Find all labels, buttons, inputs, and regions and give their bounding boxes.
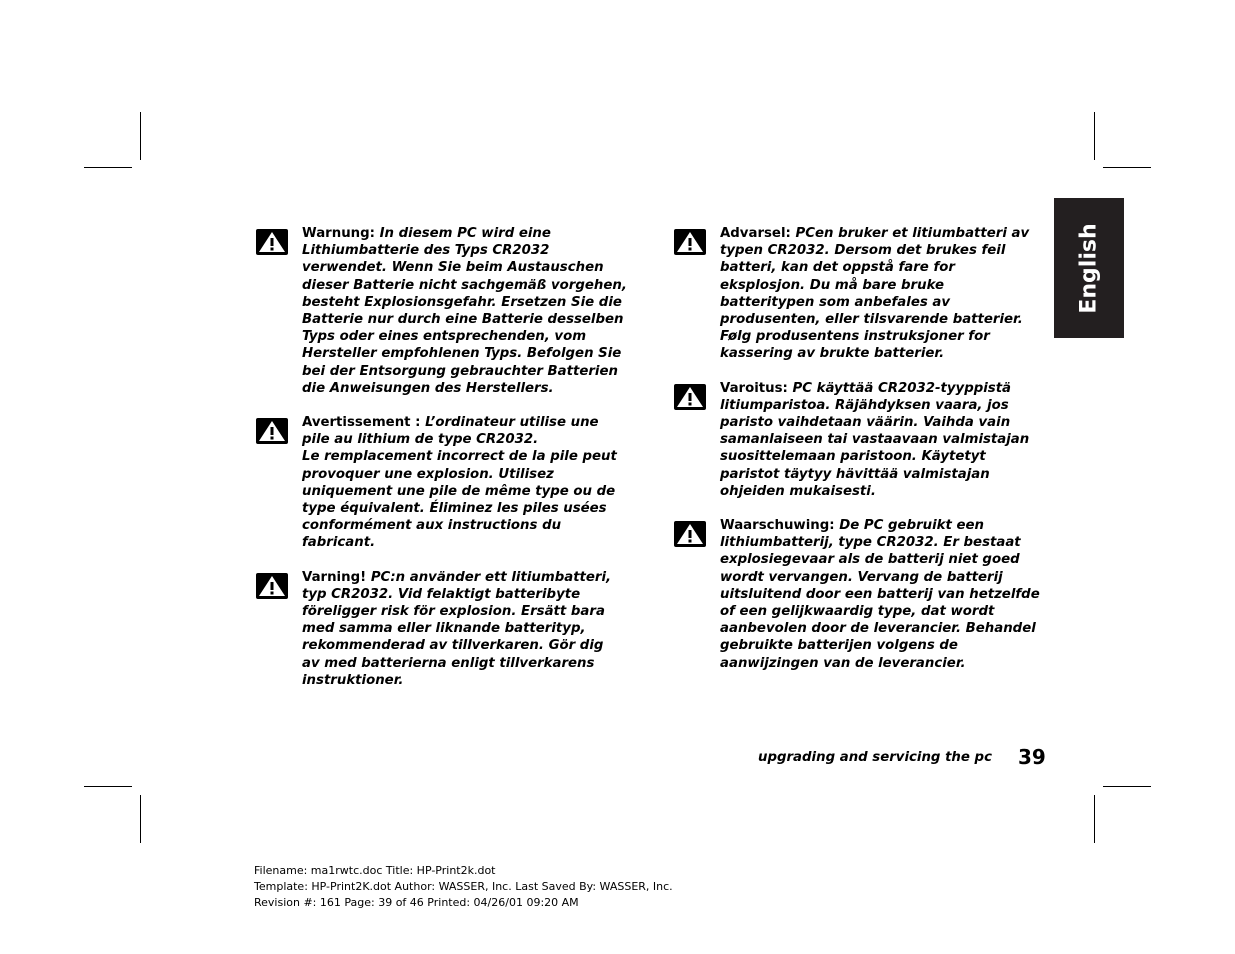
crop-mark [1103,167,1151,168]
warning-body: PC käyttää CR2032-tyyppistä litiumparistoa. Räjähdyksen vaara, jos paristo vaihdetaan väärin. Vaihda vain samanlaiseen tai vastaavaan valmistajan suosittelemaan paristoon. Käytetyt paristot täytyy hävittää valmistajan ohjeiden mukaisesti. [720,380,1030,499]
warning-norwegian [674,225,1049,363]
warning-triangle-icon [674,229,706,255]
page-number: 39 [1018,745,1046,769]
warning-body: De PC gebruikt een lithiumbatterij, type CR2032. Er bestaat explosiegevaar als de batterij niet goed wordt vervangen. Vervang de batterij uitsluitend door een batterij van hetzelfde of een gelijkwaardig type, dat wordt aanbevolen door de leverancier. Behandel gebruikte batterijen volgens de aanwijzingen van de leverancier. [720,518,1040,671]
warning-body: In diesem PC wird eine Lithiumbatterie des Typs CR2032 verwendet. Wenn Sie beim Austauschen dieser Batterie nicht sachgemäß vorgehen, besteht Explosionsgefahr. Ersetzen Sie die Batterie nur durch eine Batterie desselben Typs oder eines entsprechenden, vom Hersteller empfohlenen Typs. Befolgen Sie bei der Entsorgung gebrauchter Batterien die Anweisungen des Herstellers. [302,226,627,396]
warning-triangle-icon [256,229,288,255]
warning-text [720,517,1049,672]
crop-mark [84,786,132,787]
warning-label: Varoitus: [720,380,788,396]
crop-mark [1094,795,1095,843]
warning-text [302,225,631,397]
warning-label: Varning! [302,569,367,585]
metadata-line: Revision #: 161 Page: 39 of 46 Printed: 04/26/01 09:20 AM [254,896,579,909]
language-tab-label: English [1076,222,1102,314]
warning-triangle-icon [674,521,706,547]
warning-triangle-icon [256,418,288,444]
warning-triangle-icon [256,573,288,599]
crop-mark [1094,112,1095,160]
warning-body: PC:n använder ett litiumbatteri, typ CR2032. Vid felaktigt batteribyte föreligger risk för explosion. Ersätt bara med samma eller liknande batterityp, rekommenderad av tillverkaren. Gör dig av med batterierna enligt tillverkarens instruktioner. [302,569,612,688]
section-title: upgrading and servicing the pc [758,750,992,765]
warning-label: Advarsel: [720,226,791,241]
warning-german [256,225,631,397]
warning-french [256,414,631,552]
warning-label: Warnung: [302,226,375,241]
warning-triangle-icon [674,384,706,410]
warning-swedish [256,569,631,689]
warnings-left-column [256,225,631,706]
warnings-right-column [674,225,1049,689]
warning-text [302,569,631,689]
document-metadata [254,863,673,911]
crop-mark [1103,786,1151,787]
crop-mark [84,167,132,168]
warning-text [302,414,631,552]
warning-text [720,225,1049,363]
metadata-line: Filename: ma1rwtc.doc Title: HP-Print2k.dot [254,864,496,877]
warning-text [720,380,1049,500]
warning-label: Avertissement : [302,415,421,431]
warning-dutch [674,517,1049,672]
warning-label: Waarschuwing: [720,518,835,534]
warning-body: PCen bruker et litiumbatteri av typen CR2032. Dersom det brukes feil batteri, kan det oppstå fare for eksplosjon. Du må bare bruke batteritypen som anbefales av produsenten, eller tilsvarende batterier. Følg produsentens instruksjoner for kassering av brukte batterier. [720,226,1030,362]
crop-mark [140,112,141,160]
warning-finnish [674,380,1049,500]
language-tab [1054,198,1124,338]
crop-mark [140,795,141,843]
metadata-line: Template: HP-Print2K.dot Author: WASSER, Inc. Last Saved By: WASSER, Inc. [254,880,673,893]
warning-body: L’ordinateur utilise une pile au lithium de type CR2032. Le remplacement incorrect de la pile peut provoquer une explosion. Utilisez uniquement une pile de même type ou de type équivalent. Éliminez les piles usées conformément aux instructions du fabricant. [302,415,617,551]
